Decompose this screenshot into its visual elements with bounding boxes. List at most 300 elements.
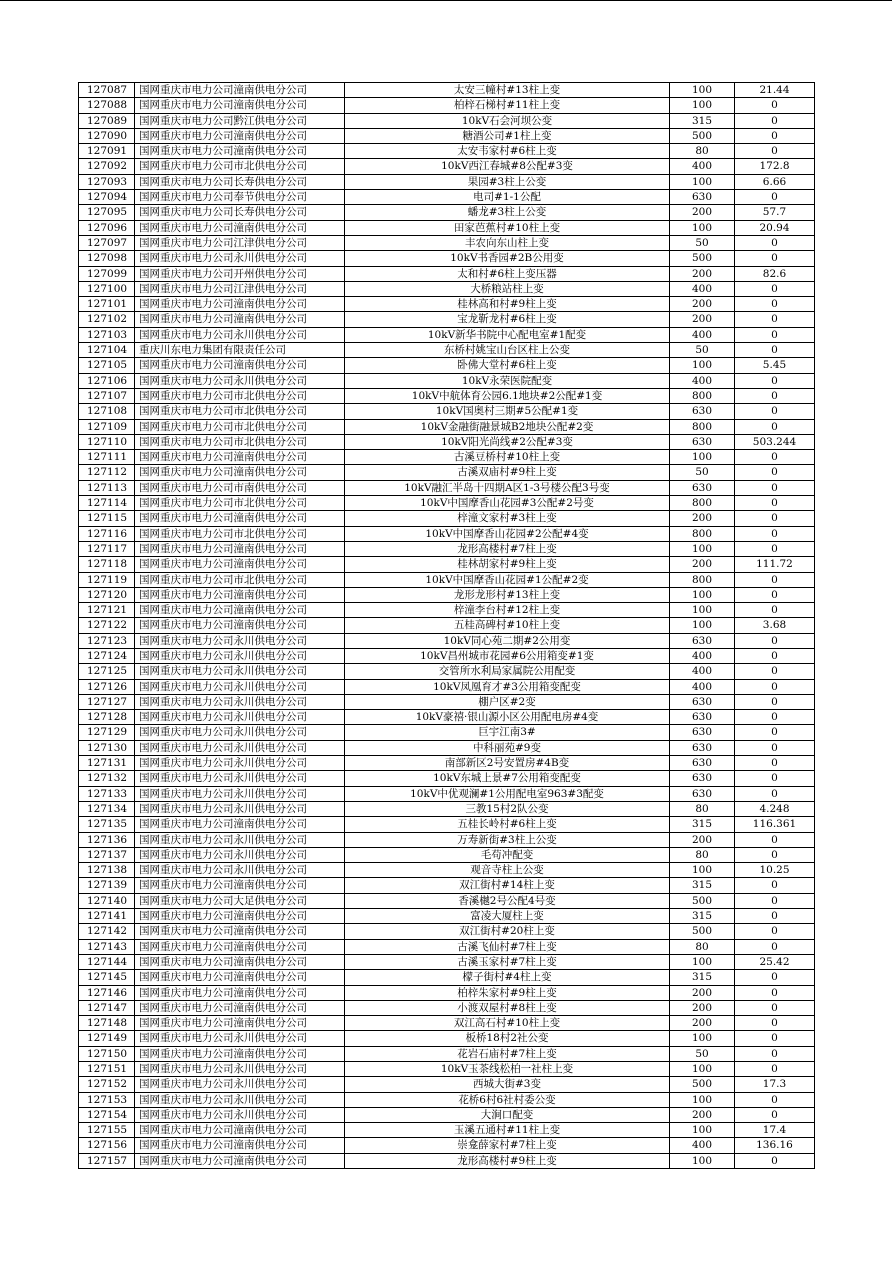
id-cell: 127092 (79, 159, 135, 174)
company-cell: 国网重庆市电力公司长寿供电分公司 (135, 205, 345, 220)
transformer-name-cell: 双江街村#14柱上变 (345, 878, 670, 893)
id-cell: 127152 (79, 1077, 135, 1092)
company-cell: 国网重庆市电力公司江津供电分公司 (135, 281, 345, 296)
capacity-cell: 400 (670, 281, 735, 296)
transformer-name-cell: 10kV新华书院中心配电室#1配变 (345, 327, 670, 342)
id-cell: 127123 (79, 633, 135, 648)
load-cell: 0 (735, 832, 815, 847)
load-cell: 0 (735, 1153, 815, 1168)
transformer-name-cell: 10kV中优观澜#1公用配电室963#3配变 (345, 786, 670, 801)
table-row (79, 496, 815, 511)
transformer-name-cell: 10kV石会河坝公变 (345, 113, 670, 128)
load-cell: 503.244 (735, 434, 815, 449)
id-cell: 127099 (79, 266, 135, 281)
load-cell: 0 (735, 98, 815, 113)
load-cell: 116.361 (735, 817, 815, 832)
table-row (79, 572, 815, 587)
id-cell: 127111 (79, 450, 135, 465)
load-cell: 0 (735, 694, 815, 709)
company-cell: 国网重庆市电力公司潼南供电分公司 (135, 511, 345, 526)
transformer-name-cell: 10kV同心苑二期#2公用变 (345, 633, 670, 648)
capacity-cell: 315 (670, 113, 735, 128)
table-row (79, 526, 815, 541)
capacity-cell: 200 (670, 266, 735, 281)
load-cell: 4.248 (735, 801, 815, 816)
company-cell: 国网重庆市电力公司永川供电分公司 (135, 1062, 345, 1077)
capacity-cell: 50 (670, 235, 735, 250)
table-row (79, 235, 815, 250)
id-cell: 127122 (79, 618, 135, 633)
transformer-name-cell: 10kV书香园#2B公用变 (345, 251, 670, 266)
transformer-name-cell: 万寿新街#3柱上公变 (345, 832, 670, 847)
transformer-table (78, 82, 815, 1169)
table-row (79, 603, 815, 618)
load-cell: 20.94 (735, 220, 815, 235)
table-row (79, 618, 815, 633)
table-row (79, 419, 815, 434)
company-cell: 国网重庆市电力公司永川供电分公司 (135, 801, 345, 816)
table-row (79, 1123, 815, 1138)
transformer-name-cell: 10kV豪禧·银山源小区公用配电房#4变 (345, 710, 670, 725)
capacity-cell: 200 (670, 297, 735, 312)
company-cell: 国网重庆市电力公司永川供电分公司 (135, 710, 345, 725)
company-cell: 国网重庆市电力公司江津供电分公司 (135, 235, 345, 250)
load-cell: 6.66 (735, 174, 815, 189)
id-cell: 127154 (79, 1107, 135, 1122)
capacity-cell: 200 (670, 557, 735, 572)
load-cell: 111.72 (735, 557, 815, 572)
table-row (79, 954, 815, 969)
id-cell: 127150 (79, 1046, 135, 1061)
id-cell: 127104 (79, 343, 135, 358)
capacity-cell: 400 (670, 664, 735, 679)
company-cell: 国网重庆市电力公司潼南供电分公司 (135, 1000, 345, 1015)
company-cell: 国网重庆市电力公司潼南供电分公司 (135, 557, 345, 572)
capacity-cell: 100 (670, 450, 735, 465)
transformer-name-cell: 香溪樾2号公配4号变 (345, 893, 670, 908)
table-row (79, 1000, 815, 1015)
capacity-cell: 400 (670, 648, 735, 663)
table-row (79, 1062, 815, 1077)
company-cell: 重庆川东电力集团有限责任公司 (135, 343, 345, 358)
transformer-name-cell: 南部新区2号安置房#4B变 (345, 756, 670, 771)
table-row (79, 633, 815, 648)
transformer-name-cell: 10kV中航体育公园6.1地块#2公配#1变 (345, 388, 670, 403)
capacity-cell: 400 (670, 373, 735, 388)
load-cell: 0 (735, 939, 815, 954)
company-cell: 国网重庆市电力公司潼南供电分公司 (135, 83, 345, 98)
table-row (79, 648, 815, 663)
load-cell: 0 (735, 679, 815, 694)
table-row (79, 710, 815, 725)
transformer-name-cell: 梓潼文家村#3柱上变 (345, 511, 670, 526)
load-cell: 0 (735, 128, 815, 143)
capacity-cell: 800 (670, 419, 735, 434)
capacity-cell: 100 (670, 541, 735, 556)
load-cell: 0 (735, 404, 815, 419)
id-cell: 127157 (79, 1153, 135, 1168)
company-cell: 国网重庆市电力公司潼南供电分公司 (135, 1138, 345, 1153)
table-row (79, 1016, 815, 1031)
table-row (79, 312, 815, 327)
load-cell: 0 (735, 312, 815, 327)
id-cell: 127137 (79, 847, 135, 862)
transformer-name-cell: 花桥6村6社村委公变 (345, 1092, 670, 1107)
load-cell: 0 (735, 878, 815, 893)
transformer-name-cell: 东桥村姚宝山台区柱上公变 (345, 343, 670, 358)
company-cell: 国网重庆市电力公司市北供电分公司 (135, 526, 345, 541)
load-cell: 0 (735, 1031, 815, 1046)
capacity-cell: 200 (670, 312, 735, 327)
capacity-cell: 315 (670, 970, 735, 985)
company-cell: 国网重庆市电力公司市北供电分公司 (135, 496, 345, 511)
table-row (79, 174, 815, 189)
company-cell: 国网重庆市电力公司永川供电分公司 (135, 327, 345, 342)
transformer-name-cell: 10kV东城上景#7公用箱变配变 (345, 771, 670, 786)
company-cell: 国网重庆市电力公司潼南供电分公司 (135, 220, 345, 235)
transformer-name-cell: 柏梓朱家村#9柱上变 (345, 985, 670, 1000)
company-cell: 国网重庆市电力公司永川供电分公司 (135, 740, 345, 755)
transformer-name-cell: 五桂高碑村#10柱上变 (345, 618, 670, 633)
table-row (79, 358, 815, 373)
id-cell: 127133 (79, 786, 135, 801)
load-cell: 0 (735, 771, 815, 786)
transformer-name-cell: 观音寺柱上公变 (345, 863, 670, 878)
table-row (79, 220, 815, 235)
load-cell: 0 (735, 1107, 815, 1122)
transformer-name-cell: 10kV融汇半岛十四期A区1-3号楼公配3号变 (345, 480, 670, 495)
company-cell: 国网重庆市电力公司潼南供电分公司 (135, 1016, 345, 1031)
id-cell: 127087 (79, 83, 135, 98)
transformer-name-cell: 古溪豆桥村#10柱上变 (345, 450, 670, 465)
company-cell: 国网重庆市电力公司潼南供电分公司 (135, 618, 345, 633)
transformer-name-cell: 10kV中国摩香山花园#2公配#4变 (345, 526, 670, 541)
company-cell: 国网重庆市电力公司永川供电分公司 (135, 725, 345, 740)
table-row (79, 404, 815, 419)
transformer-name-cell: 龙形龙形村#13柱上变 (345, 587, 670, 602)
id-cell: 127135 (79, 817, 135, 832)
transformer-name-cell: 宝龙靳龙村#6柱上变 (345, 312, 670, 327)
table-row (79, 128, 815, 143)
company-cell: 国网重庆市电力公司永川供电分公司 (135, 863, 345, 878)
load-cell: 0 (735, 1046, 815, 1061)
transformer-name-cell: 花岩石庙村#7柱上变 (345, 1046, 670, 1061)
company-cell: 国网重庆市电力公司永川供电分公司 (135, 1077, 345, 1092)
id-cell: 127098 (79, 251, 135, 266)
capacity-cell: 800 (670, 388, 735, 403)
company-cell: 国网重庆市电力公司潼南供电分公司 (135, 1123, 345, 1138)
table-row (79, 190, 815, 205)
capacity-cell: 630 (670, 756, 735, 771)
id-cell: 127109 (79, 419, 135, 434)
capacity-cell: 80 (670, 801, 735, 816)
load-cell: 0 (735, 648, 815, 663)
table-row (79, 373, 815, 388)
table-body (79, 83, 815, 1169)
capacity-cell: 50 (670, 465, 735, 480)
company-cell: 国网重庆市电力公司潼南供电分公司 (135, 312, 345, 327)
load-cell: 10.25 (735, 863, 815, 878)
company-cell: 国网重庆市电力公司永川供电分公司 (135, 832, 345, 847)
load-cell: 0 (735, 480, 815, 495)
id-cell: 127118 (79, 557, 135, 572)
table-row (79, 725, 815, 740)
table-row (79, 511, 815, 526)
company-cell: 国网重庆市电力公司潼南供电分公司 (135, 465, 345, 480)
capacity-cell: 500 (670, 128, 735, 143)
table-row (79, 909, 815, 924)
id-cell: 127094 (79, 190, 135, 205)
id-cell: 127112 (79, 465, 135, 480)
table-row (79, 664, 815, 679)
table-row (79, 83, 815, 98)
transformer-name-cell: 大涧口配变 (345, 1107, 670, 1122)
company-cell: 国网重庆市电力公司黔江供电分公司 (135, 113, 345, 128)
id-cell: 127093 (79, 174, 135, 189)
load-cell: 0 (735, 572, 815, 587)
table-row (79, 817, 815, 832)
table-row (79, 297, 815, 312)
id-cell: 127117 (79, 541, 135, 556)
transformer-name-cell: 蟠龙#3柱上公变 (345, 205, 670, 220)
capacity-cell: 80 (670, 939, 735, 954)
capacity-cell: 400 (670, 679, 735, 694)
id-cell: 127132 (79, 771, 135, 786)
transformer-name-cell: 10kV玉茶线松柏一社柱上变 (345, 1062, 670, 1077)
capacity-cell: 315 (670, 878, 735, 893)
table-row (79, 343, 815, 358)
capacity-cell: 100 (670, 1031, 735, 1046)
company-cell: 国网重庆市电力公司市北供电分公司 (135, 434, 345, 449)
company-cell: 国网重庆市电力公司永川供电分公司 (135, 373, 345, 388)
capacity-cell: 630 (670, 771, 735, 786)
load-cell: 25.42 (735, 954, 815, 969)
id-cell: 127097 (79, 235, 135, 250)
transformer-name-cell: 果园#3柱上公变 (345, 174, 670, 189)
capacity-cell: 100 (670, 587, 735, 602)
transformer-name-cell: 田家芭蕉村#10柱上变 (345, 220, 670, 235)
capacity-cell: 100 (670, 98, 735, 113)
load-cell: 0 (735, 587, 815, 602)
transformer-name-cell: 古溪双庙村#9柱上变 (345, 465, 670, 480)
company-cell: 国网重庆市电力公司潼南供电分公司 (135, 970, 345, 985)
table-row (79, 924, 815, 939)
load-cell: 0 (735, 985, 815, 1000)
id-cell: 127134 (79, 801, 135, 816)
table-row (79, 1092, 815, 1107)
table-row (79, 970, 815, 985)
company-cell: 国网重庆市电力公司潼南供电分公司 (135, 1153, 345, 1168)
company-cell: 国网重庆市电力公司永川供电分公司 (135, 679, 345, 694)
id-cell: 127153 (79, 1092, 135, 1107)
company-cell: 国网重庆市电力公司潼南供电分公司 (135, 587, 345, 602)
id-cell: 127124 (79, 648, 135, 663)
id-cell: 127088 (79, 98, 135, 113)
capacity-cell: 80 (670, 847, 735, 862)
table-row (79, 144, 815, 159)
table-row (79, 679, 815, 694)
transformer-name-cell: 糖酒公司#1柱上变 (345, 128, 670, 143)
transformer-name-cell: 富凌大厦柱上变 (345, 909, 670, 924)
company-cell: 国网重庆市电力公司市北供电分公司 (135, 159, 345, 174)
company-cell: 国网重庆市电力公司潼南供电分公司 (135, 909, 345, 924)
transformer-name-cell: 桂林胡家村#9柱上变 (345, 557, 670, 572)
id-cell: 127100 (79, 281, 135, 296)
company-cell: 国网重庆市电力公司永川供电分公司 (135, 251, 345, 266)
table-row (79, 434, 815, 449)
id-cell: 127131 (79, 756, 135, 771)
id-cell: 127129 (79, 725, 135, 740)
id-cell: 127127 (79, 694, 135, 709)
table-row (79, 694, 815, 709)
table-row (79, 465, 815, 480)
load-cell: 0 (735, 190, 815, 205)
capacity-cell: 200 (670, 1107, 735, 1122)
load-cell: 0 (735, 924, 815, 939)
company-cell: 国网重庆市电力公司开州供电分公司 (135, 266, 345, 281)
load-cell: 0 (735, 1000, 815, 1015)
transformer-name-cell: 板桥18村2社公变 (345, 1031, 670, 1046)
transformer-name-cell: 古溪玉家村#7柱上变 (345, 954, 670, 969)
capacity-cell: 100 (670, 1123, 735, 1138)
capacity-cell: 800 (670, 526, 735, 541)
table-row (79, 266, 815, 281)
company-cell: 国网重庆市电力公司潼南供电分公司 (135, 924, 345, 939)
transformer-name-cell: 五桂长岭村#6柱上变 (345, 817, 670, 832)
load-cell: 0 (735, 1062, 815, 1077)
load-cell: 3.68 (735, 618, 815, 633)
table-row (79, 541, 815, 556)
transformer-name-cell: 10kV阳光尚线#2公配#3变 (345, 434, 670, 449)
company-cell: 国网重庆市电力公司市北供电分公司 (135, 404, 345, 419)
company-cell: 国网重庆市电力公司永川供电分公司 (135, 786, 345, 801)
load-cell: 0 (735, 893, 815, 908)
id-cell: 127148 (79, 1016, 135, 1031)
transformer-name-cell: 10kV国奥村三期#5公配#1变 (345, 404, 670, 419)
table-row (79, 205, 815, 220)
id-cell: 127090 (79, 128, 135, 143)
table-row (79, 801, 815, 816)
company-cell: 国网重庆市电力公司永川供电分公司 (135, 633, 345, 648)
transformer-name-cell: 古溪飞仙村#7柱上变 (345, 939, 670, 954)
table-row (79, 388, 815, 403)
capacity-cell: 100 (670, 174, 735, 189)
transformer-name-cell: 玉溪五通村#11柱上变 (345, 1123, 670, 1138)
load-cell: 0 (735, 526, 815, 541)
id-cell: 127155 (79, 1123, 135, 1138)
table-row (79, 450, 815, 465)
id-cell: 127110 (79, 434, 135, 449)
capacity-cell: 630 (670, 633, 735, 648)
capacity-cell: 500 (670, 924, 735, 939)
load-cell: 0 (735, 419, 815, 434)
id-cell: 127146 (79, 985, 135, 1000)
id-cell: 127136 (79, 832, 135, 847)
id-cell: 127147 (79, 1000, 135, 1015)
load-cell: 0 (735, 450, 815, 465)
transformer-name-cell: 双江街村#20柱上变 (345, 924, 670, 939)
load-cell: 0 (735, 756, 815, 771)
id-cell: 127091 (79, 144, 135, 159)
transformer-name-cell: 10kV中国摩香山花园#3公配#2号变 (345, 496, 670, 511)
table-row (79, 1031, 815, 1046)
id-cell: 127106 (79, 373, 135, 388)
company-cell: 国网重庆市电力公司奉节供电分公司 (135, 190, 345, 205)
capacity-cell: 200 (670, 205, 735, 220)
capacity-cell: 630 (670, 404, 735, 419)
table-row (79, 985, 815, 1000)
id-cell: 127108 (79, 404, 135, 419)
company-cell: 国网重庆市电力公司潼南供电分公司 (135, 603, 345, 618)
company-cell: 国网重庆市电力公司潼南供电分公司 (135, 954, 345, 969)
capacity-cell: 630 (670, 434, 735, 449)
load-cell: 82.6 (735, 266, 815, 281)
transformer-name-cell: 梓潼李台村#12柱上变 (345, 603, 670, 618)
transformer-name-cell: 太安三幢村#13柱上变 (345, 83, 670, 98)
capacity-cell: 500 (670, 1077, 735, 1092)
table-row (79, 939, 815, 954)
transformer-name-cell: 太安韦家村#6柱上变 (345, 144, 670, 159)
capacity-cell: 50 (670, 343, 735, 358)
page-top-border (0, 0, 892, 1)
capacity-cell: 800 (670, 496, 735, 511)
load-cell: 0 (735, 327, 815, 342)
capacity-cell: 630 (670, 710, 735, 725)
company-cell: 国网重庆市电力公司潼南供电分公司 (135, 128, 345, 143)
capacity-cell: 800 (670, 572, 735, 587)
transformer-name-cell: 10kV昌州城市花园#6公用箱变#1变 (345, 648, 670, 663)
id-cell: 127119 (79, 572, 135, 587)
transformer-name-cell: 10kV中国摩香山花园#1公配#2变 (345, 572, 670, 587)
transformer-name-cell: 10kV凤凰育才#3公用箱变配变 (345, 679, 670, 694)
table-row (79, 832, 815, 847)
capacity-cell: 630 (670, 480, 735, 495)
table-row (79, 1077, 815, 1092)
id-cell: 127138 (79, 863, 135, 878)
load-cell: 0 (735, 633, 815, 648)
capacity-cell: 200 (670, 511, 735, 526)
capacity-cell: 400 (670, 327, 735, 342)
capacity-cell: 100 (670, 603, 735, 618)
table-row (79, 786, 815, 801)
id-cell: 127141 (79, 909, 135, 924)
load-cell: 57.7 (735, 205, 815, 220)
capacity-cell: 100 (670, 1092, 735, 1107)
id-cell: 127121 (79, 603, 135, 618)
capacity-cell: 630 (670, 694, 735, 709)
company-cell: 国网重庆市电力公司市南供电分公司 (135, 480, 345, 495)
transformer-name-cell: 电司#1-1公配 (345, 190, 670, 205)
table-row (79, 251, 815, 266)
transformer-name-cell: 双江高石村#10柱上变 (345, 1016, 670, 1031)
transformer-name-cell: 西城大街#3变 (345, 1077, 670, 1092)
company-cell: 国网重庆市电力公司市北供电分公司 (135, 388, 345, 403)
id-cell: 127126 (79, 679, 135, 694)
company-cell: 国网重庆市电力公司潼南供电分公司 (135, 144, 345, 159)
id-cell: 127103 (79, 327, 135, 342)
table-row (79, 878, 815, 893)
load-cell: 0 (735, 1016, 815, 1031)
table-row (79, 1153, 815, 1168)
load-cell: 0 (735, 373, 815, 388)
capacity-cell: 80 (670, 144, 735, 159)
capacity-cell: 500 (670, 893, 735, 908)
load-cell: 0 (735, 1092, 815, 1107)
id-cell: 127156 (79, 1138, 135, 1153)
transformer-name-cell: 三教15村2队公变 (345, 801, 670, 816)
table-row (79, 1107, 815, 1122)
capacity-cell: 100 (670, 863, 735, 878)
